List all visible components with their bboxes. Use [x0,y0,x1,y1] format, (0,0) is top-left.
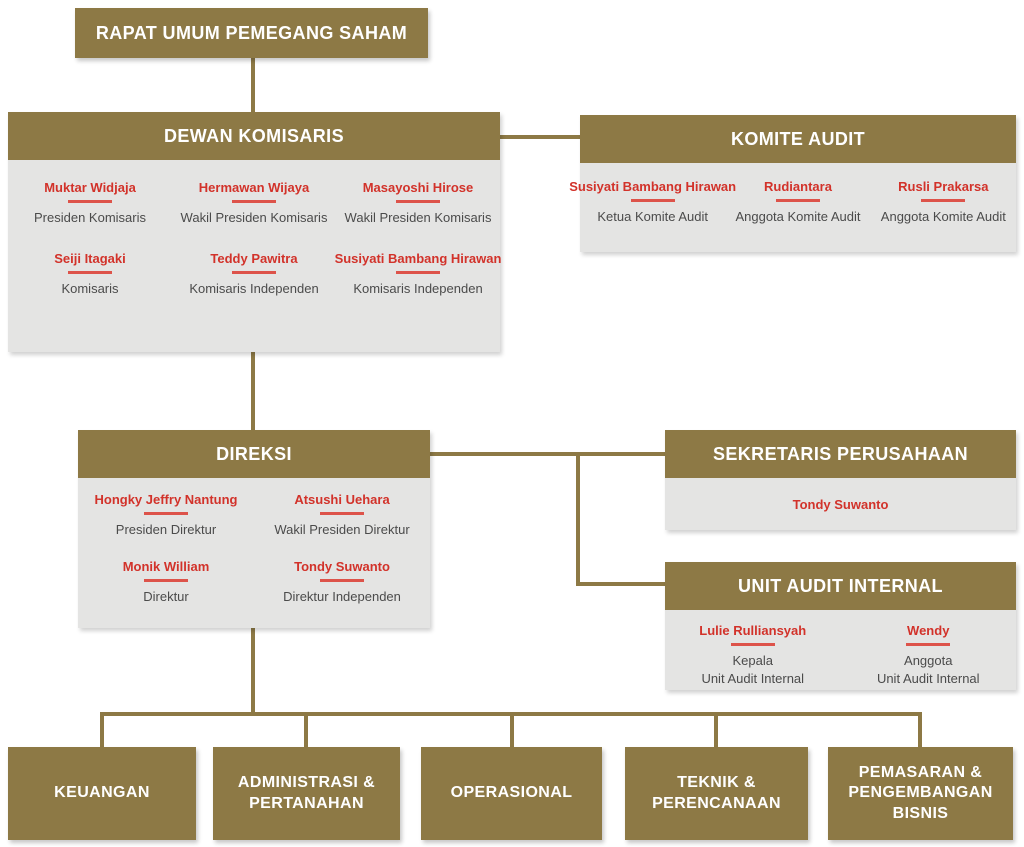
member-card [665,497,1016,512]
member-name: Teddy Pawitra [210,251,298,266]
connector-branch-to-unit-audit [576,582,665,586]
member-name: Tondy Suwanto [294,559,390,574]
member-card [254,492,430,537]
node-header [665,562,1016,610]
member-card [172,251,336,296]
node-dept-teknik-perencanaan [625,747,808,840]
node-dept-operasional [421,747,602,840]
member-name: Susiyati Bambang Hirawan [334,251,502,266]
member-role: Presiden Komisaris [34,210,146,225]
member-name: Monik William [122,559,210,574]
member-role: Presiden Direktur [115,522,217,537]
node-title: UNIT AUDIT INTERNAL [738,575,943,596]
member-role: Komisaris Independen [353,281,483,296]
name-underline [232,271,276,274]
member-role: Anggota Komite Audit [735,209,861,224]
name-underline [396,271,440,274]
node-unit-audit-internal [665,562,1016,690]
node-dept-pemasaran-pengembangan-bisnis [828,747,1013,840]
node-title: RAPAT UMUM PEMEGANG SAHAM [95,22,408,43]
connector-rups-to-dewan [251,58,255,114]
member-name: Susiyati Bambang Hirawan [569,179,737,194]
member-card [569,179,737,224]
connector-drop-administrasi [304,712,308,747]
node-rapat-umum-pemegang-saham [75,8,428,58]
member-name: Hongky Jeffry Nantung [94,492,238,507]
member-name: Masayoshi Hirose [362,180,474,195]
node-body [665,478,1016,530]
connector-drop-keuangan [100,712,104,747]
dept-label: PEMASARAN & PENGEMBANGAN BISNIS [848,763,993,822]
member-row [78,559,430,604]
dept-label: OPERASIONAL [450,784,573,802]
node-title: DIREKSI [216,443,292,464]
name-underline [232,200,276,203]
member-row [569,179,1016,224]
node-direksi [78,430,430,628]
member-name: Seiji Itagaki [54,251,126,266]
name-underline [731,643,775,646]
member-row [8,251,500,296]
dept-label: ADMINISTRASI & PERTANAHAN [237,774,376,812]
member-name: Lulie Rulliansyah [699,623,807,638]
member-card [665,623,841,686]
connector-drop-pemasaran [918,712,922,747]
member-role: Ketua Komite Audit [597,209,708,224]
member-role: Wakil Presiden Komisaris [344,210,492,225]
name-underline [68,200,112,203]
name-underline [320,512,364,515]
member-card [725,179,870,224]
member-card [8,251,172,296]
member-name: Tondy Suwanto [792,496,889,512]
node-header [665,430,1016,478]
member-row [8,180,500,225]
member-role: Komisaris [61,281,119,296]
member-name: Wendy [907,623,950,638]
node-title: KOMITE AUDIT [730,128,866,149]
member-role: Direktur Independen [283,589,401,604]
name-underline [921,199,965,202]
connector-drop-teknik [714,712,718,747]
member-card [78,559,254,604]
member-role: Anggota Komite Audit [880,209,1006,224]
node-dept-keuangan [8,747,196,840]
member-card [172,180,336,225]
member-role: Anggota [904,653,953,668]
node-body [569,163,1016,252]
node-title: SEKRETARIS PERUSAHAAN [712,443,969,464]
name-underline [776,199,820,202]
member-row [78,492,430,537]
member-card [336,251,500,296]
connector-direksi-to-bus [251,628,255,714]
node-body [665,610,1016,690]
dept-label: TEKNIK & PERENCANAAN [652,774,781,812]
member-role-line2: Unit Audit Internal [876,671,980,686]
node-title: DEWAN KOMISARIS [163,125,344,146]
connector-branch-vertical [576,452,580,586]
member-name: Rudiantara [764,179,832,194]
member-name: Atsushi Uehara [294,492,390,507]
connector-drop-operasional [510,712,514,747]
node-dept-administrasi-pertanahan [213,747,400,840]
node-body [78,478,430,628]
name-underline [144,512,188,515]
member-name: Hermawan Wijaya [198,180,310,195]
name-underline [631,199,675,202]
member-card [78,492,254,537]
node-sekretaris-perusahaan [665,430,1016,530]
member-card [841,623,1017,686]
name-underline [144,579,188,582]
name-underline [320,579,364,582]
name-underline [906,643,950,646]
node-komite-audit [569,115,1016,252]
member-role: Kepala [732,653,773,668]
node-dewan-komisaris [8,112,500,352]
member-name: Rusli Prakarsa [898,179,989,194]
member-role-line2: Unit Audit Internal [701,671,805,686]
member-card [871,179,1016,224]
member-name: Muktar Widjaja [44,180,136,195]
member-role: Wakil Presiden Komisaris [180,210,328,225]
node-header [580,115,1016,163]
connector-dewan-to-komite [500,135,580,139]
member-role: Komisaris Independen [189,281,319,296]
member-card [8,180,172,225]
node-body [8,160,500,352]
connector-direksi-to-sekretaris [430,452,665,456]
dept-label: KEUANGAN [54,784,150,802]
member-card [254,559,430,604]
node-header [8,112,500,160]
member-row [665,623,1016,686]
member-role: Direktur [143,589,189,604]
node-header [78,430,430,478]
connector-dewan-to-direksi [251,352,255,432]
member-role: Wakil Presiden Direktur [274,522,410,537]
name-underline [396,200,440,203]
member-card [336,180,500,225]
name-underline [68,271,112,274]
